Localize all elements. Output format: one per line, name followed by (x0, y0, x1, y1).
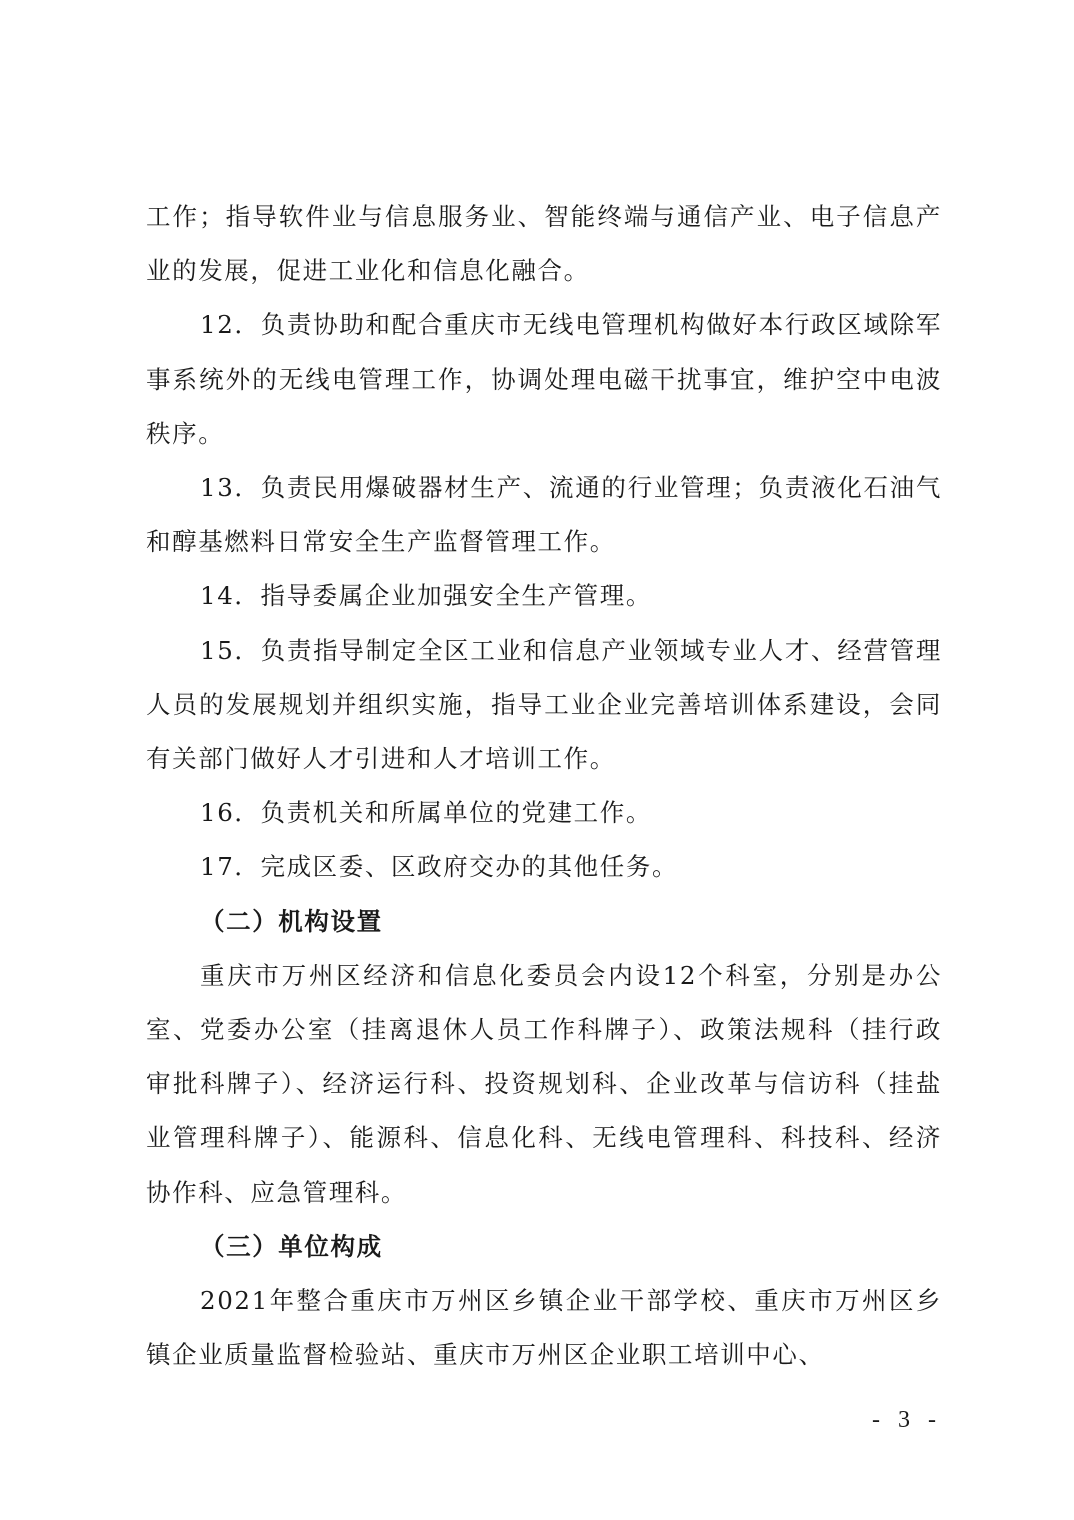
paragraph-continuation: 工作；指导软件业与信息服务业、智能终端与通信产业、电子信息产业的发展，促进工业化和信息化融合。 (146, 202, 942, 286)
section-heading-organization: （二）机构设置 (200, 906, 383, 936)
paragraph-item-12: 12．负责协助和配合重庆市无线电管理机构做好本行政区域除军事系统外的无线电管理工作，协调处理电磁干扰事宜，维护空中电波秩序。 (146, 310, 942, 448)
page-number: - 3 - (872, 1407, 942, 1433)
document-body (146, 190, 942, 1382)
paragraph-item-16: 16．负责机关和所属单位的党建工作。 (200, 798, 652, 828)
paragraph-units: 2021年整合重庆市万州区乡镇企业干部学校、重庆市万州区乡镇企业质量监督检验站、重庆市万州区企业职工培训中心、 (146, 1286, 942, 1370)
paragraph-item-15: 15．负责指导制定全区工业和信息产业领域专业人才、经营管理人员的发展规划并组织实施，指导工业企业完善培训体系建设，会同有关部门做好人才引进和人才培训工作。 (146, 635, 942, 774)
paragraph-organization: 重庆市万州区经济和信息化委员会内设12个科室，分别是办公室、党委办公室（挂离退休人员工作科牌子）、政策法规科（挂行政审批科牌子）、经济运行科、投资规划科、企业改革与信访科（挂盐业管理科牌子）、能源科、信息化科、无线电管理科、科技科、经济协作科、应急管理科。 (146, 960, 942, 1207)
paragraph-item-17: 17．完成区委、区政府交办的其他任务。 (200, 852, 679, 882)
paragraph-item-14: 14．指导委属企业加强安全生产管理。 (200, 581, 652, 611)
section-heading-units: （三）单位构成 (200, 1231, 383, 1261)
paragraph-item-13: 13．负责民用爆破器材生产、流通的行业管理；负责液化石油气和醇基燃料日常安全生产监督管理工作。 (146, 473, 942, 557)
